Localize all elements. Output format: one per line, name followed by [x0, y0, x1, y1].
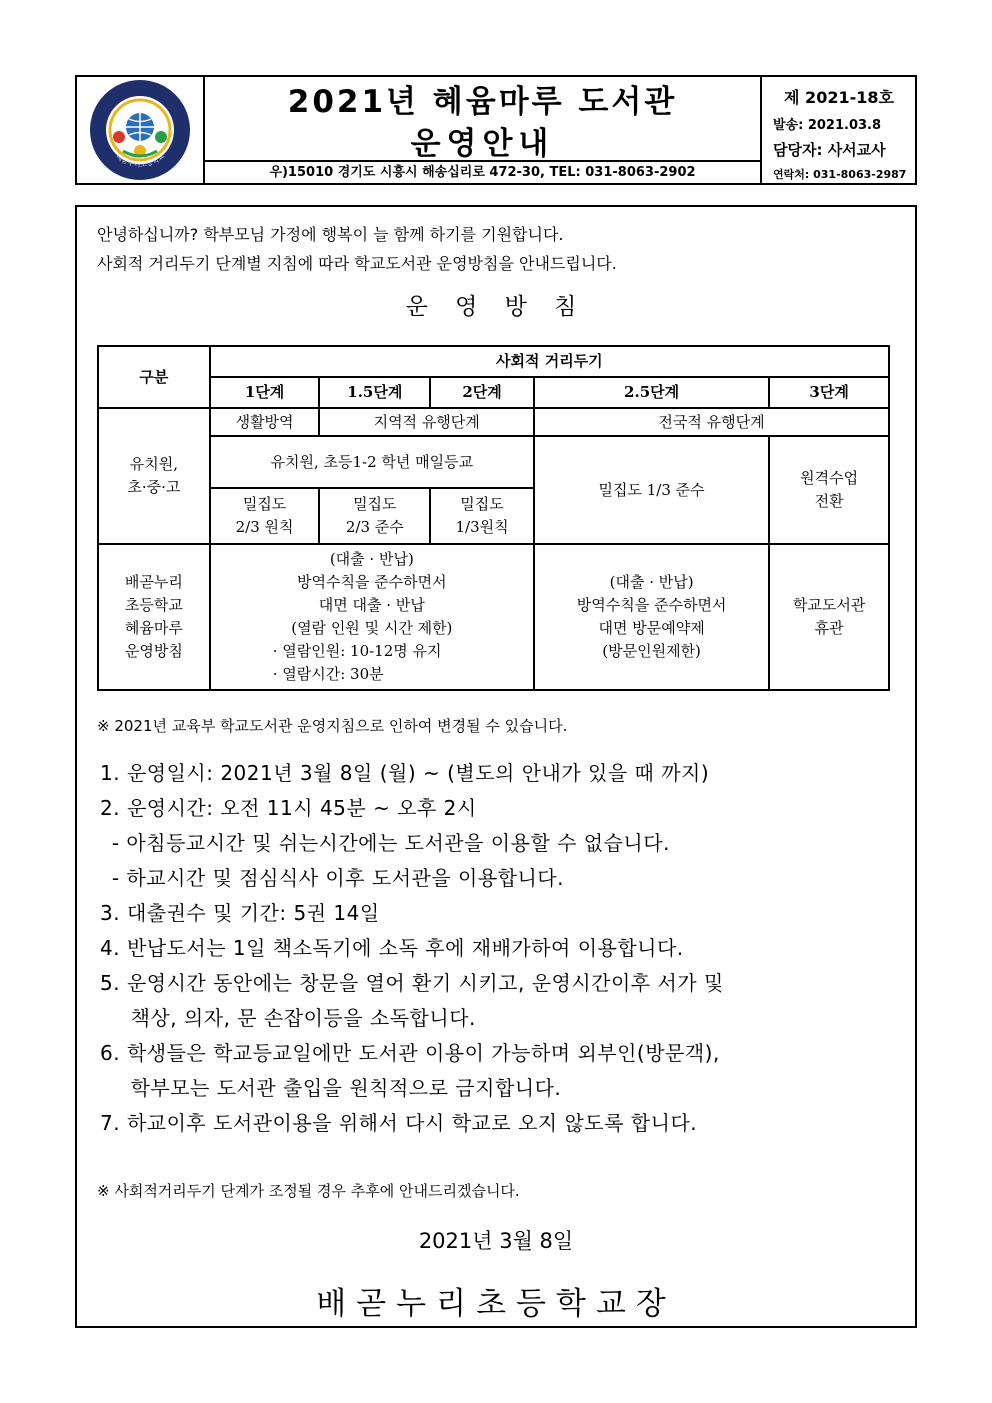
cell-line: 1/3원칙 [455, 518, 509, 536]
cell-line: 혜윰마루 [124, 619, 183, 637]
guide-item: 6. 학생들은 학교등교일에만 도서관 이용이 가능하며 외부인(방문객), [100, 1041, 720, 1065]
guide-item: 1. 운영일시: 2021년 3월 8일 (월) ~ (별도의 안내가 있을 때 까지) [100, 761, 710, 785]
policy-table [97, 345, 890, 691]
guide-item: 5. 운영시간 동안에는 창문을 열어 환기 시키고, 운영시간이후 서가 및 [100, 971, 724, 995]
issue-info [763, 77, 915, 182]
table-row [98, 544, 889, 690]
school-logo-emblem-icon [77, 77, 203, 183]
issue-number: 제 2021-18호 [784, 88, 894, 107]
cell-line: 방역수칙을 준수하면서 [296, 573, 447, 591]
table-group-header: 사회적 거리두기 [210, 346, 889, 377]
density-cell [319, 488, 430, 544]
daily-attendance-cell: 유치원, 초등1-2 학년 매일등교 [210, 436, 534, 488]
principal-signature: 배곧누리초등학교장 [316, 1286, 676, 1322]
cell-line: · 열람시간: 30분 [272, 665, 384, 683]
cell-line: 방역수칙을 준수하면서 [576, 596, 727, 614]
intro-line-1: 안녕하십니까? 학부모님 가정에 행복이 늘 함께 하기를 기원합니다. [97, 225, 564, 244]
row-header-schools [98, 408, 210, 544]
table-row [98, 436, 889, 488]
contact-number: 연락처: 031-8063-2987 [773, 168, 907, 181]
guide-item: 3. 대출권수 및 기간: 5권 14일 [100, 901, 380, 925]
cell-line: 대면 대출 · 반납 [318, 596, 425, 614]
guide-subitem: - 아침등교시간 및 쉬는시간에는 도서관을 이용할 수 없습니다. [105, 831, 670, 855]
issue-date: 2021년 3월 8일 [418, 1229, 574, 1253]
phase-cell: 지역적 유행단계 [319, 408, 533, 436]
table-corner-header: 구분 [98, 346, 210, 408]
cell-line: 원격수업 [800, 469, 859, 487]
document-title-line2: 운영안내 [410, 126, 555, 162]
phase-cell: 전국적 유행단계 [534, 408, 889, 436]
cell-line: 학교도서관 [792, 596, 866, 614]
cell-line: 대면 방문예약제 [598, 619, 705, 637]
school-address: 우)15010 경기도 시흥시 해송십리로 472-30, TEL: 031-8063-2902 [205, 160, 760, 183]
notice-change: ※ 2021년 교육부 학교도서관 운영지침으로 인하여 변경될 수 있습니다. [97, 717, 568, 735]
document-title-line1: 2021년 혜윰마루 도서관 [287, 84, 678, 120]
cell-line: 전환 [814, 492, 844, 510]
row-header-line: 초·중·고 [127, 478, 181, 496]
cell-line: 운영방침 [124, 642, 183, 660]
cell-line: 휴관 [814, 619, 844, 637]
library-policy-lv3 [769, 544, 889, 690]
notice-adjustment: ※ 사회적거리두기 단계가 조정될 경우 추후에 안내드리겠습니다. [97, 1182, 520, 1200]
sent-date: 발송: 2021.03.8 [773, 118, 882, 133]
table-row [98, 377, 889, 408]
density-cell [430, 488, 534, 544]
svg-text:배곧누리초등학교: 배곧누리초등학교 [114, 152, 167, 169]
guide-item: 4. 반납도서는 1일 책소독기에 소독 후에 재배가하여 이용합니다. [100, 936, 684, 960]
header-divider-right [760, 77, 762, 183]
cell-line: 2/3 원칙 [235, 518, 294, 536]
intro-line-2: 사회적 거리두기 단계별 지침에 따라 학교도서관 운영방침을 안내드립니다. [97, 254, 617, 273]
table-row [98, 346, 889, 377]
phase-cell: 생활방역 [210, 408, 320, 436]
cell-line: (대출 · 반납) [609, 573, 694, 591]
policy-title: 운 영 방 침 [405, 294, 587, 320]
svg-text:BAEGOTNURI ELEMENTARY SCHOOL [77, 77, 203, 79]
cell-line: 밀집도 [460, 495, 504, 513]
cell-line: 초등학교 [124, 596, 183, 614]
cell-line: 밀집도 [242, 495, 287, 513]
guide-item-continued: 책상, 의자, 문 손잡이등을 소독합니다. [110, 1006, 476, 1030]
school-logo [77, 77, 203, 183]
cell-line: · 열람인원: 10-12명 유지 [272, 642, 442, 660]
cell-line: 배곧누리 [124, 573, 183, 591]
guide-item-continued: 학부모는 도서관 출입을 원칙적으로 금지합니다. [110, 1076, 562, 1100]
level-header: 1단계 [210, 377, 320, 408]
level-header: 2.5단계 [534, 377, 769, 408]
cell-line: (열람 인원 및 시간 제한) [291, 619, 453, 637]
cell-line: 밀집도 [353, 495, 397, 513]
remote-class-cell [769, 436, 889, 544]
guide-item: 7. 하교이후 도서관이용을 위해서 다시 학교로 오지 않도록 합니다. [100, 1111, 698, 1135]
table-row [98, 408, 889, 436]
cell-line: (대출 · 반납) [329, 550, 414, 568]
cell-line: (방문인원제한) [602, 642, 701, 660]
density-cell: 밀집도 1/3 준수 [534, 436, 769, 544]
library-policy-lv1-2 [210, 544, 534, 690]
row-header-library [98, 544, 210, 690]
level-header: 2단계 [430, 377, 534, 408]
level-header: 3단계 [769, 377, 889, 408]
guide-subitem: - 하교시간 및 점심식사 이후 도서관을 이용합니다. [105, 866, 564, 890]
level-header: 1.5단계 [319, 377, 430, 408]
person-in-charge: 담당자: 사서교사 [773, 141, 886, 159]
row-header-line: 유치원, [129, 455, 178, 473]
cell-line: 2/3 준수 [345, 518, 404, 536]
guide-item: 2. 운영시간: 오전 11시 45분 ~ 오후 2시 [100, 796, 477, 820]
library-policy-lv2-5 [534, 544, 769, 690]
density-cell [210, 488, 320, 544]
